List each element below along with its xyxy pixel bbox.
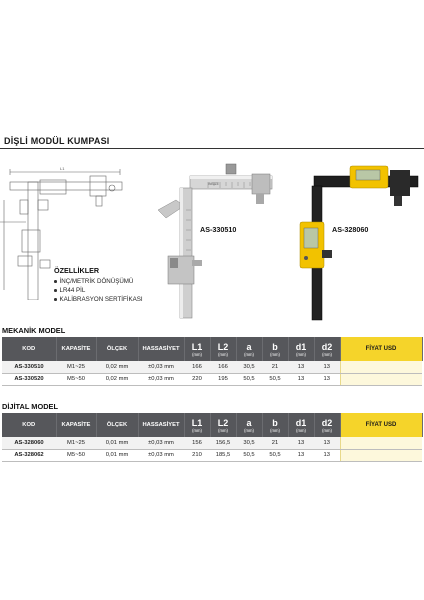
table-row xyxy=(2,361,422,373)
cell-price xyxy=(340,373,422,385)
digital-screen xyxy=(356,170,380,180)
mechanical-caliper-image xyxy=(148,160,278,320)
cell: M5~50 xyxy=(56,373,96,385)
drawing-slider xyxy=(22,230,40,252)
col-header-price: FİYAT USD xyxy=(340,413,422,437)
cell: 156 xyxy=(184,437,210,449)
cell: 185,5 xyxy=(210,449,236,461)
table-row xyxy=(2,437,422,449)
col-header: KAPASİTE xyxy=(56,337,96,361)
cell-code: AS-328060 xyxy=(2,437,56,449)
feature-label: KALİBRASYON SERTİFİKASI xyxy=(59,296,143,303)
col-header: L2 (mm) xyxy=(210,337,236,361)
feature-label: LR44 PİL xyxy=(59,287,86,294)
cell: ±0,03 mm xyxy=(138,449,184,461)
cell-price xyxy=(340,361,422,373)
col-header: KAPASİTE xyxy=(56,413,96,437)
cell: 195 xyxy=(210,373,236,385)
cell: ±0,03 mm xyxy=(138,373,184,385)
page-title: DİŞLİ MODÜL KUMPASI xyxy=(4,136,110,146)
cell: 50,5 xyxy=(236,449,262,461)
cell: 13 xyxy=(314,361,340,373)
cell-code: AS-328062 xyxy=(2,449,56,461)
col-header: KOD xyxy=(2,337,56,361)
mechanical-section-title: MEKANİK MODEL xyxy=(2,326,66,335)
digital-section-title: DİJİTAL MODEL xyxy=(2,402,58,411)
model-tag-digital: AS-328060 xyxy=(332,225,369,234)
cell: 30,5 xyxy=(236,361,262,373)
cell: ±0,03 mm xyxy=(138,437,184,449)
cell: 13 xyxy=(314,373,340,385)
cell: 13 xyxy=(288,437,314,449)
feature-item xyxy=(54,286,143,295)
col-header: L1 (mm) xyxy=(184,337,210,361)
drawing-dim-label: L1 xyxy=(60,166,65,171)
col-header: d2 (mm) xyxy=(314,337,340,361)
drawing-vertical-beam xyxy=(28,182,38,300)
col-header: b (mm) xyxy=(262,413,288,437)
bullet-icon xyxy=(54,289,57,292)
cell: 21 xyxy=(262,361,288,373)
cell: 13 xyxy=(314,437,340,449)
cell: 30,5 xyxy=(236,437,262,449)
col-header: HASSASİYET xyxy=(138,413,184,437)
cell: 220 xyxy=(184,373,210,385)
model-tag-mechanical: AS-330510 xyxy=(200,225,237,234)
cell: 50,5 xyxy=(262,373,288,385)
feature-label: İNÇ/METRİK DÖNÜŞÜMÜ xyxy=(59,278,134,285)
col-header: KOD xyxy=(2,413,56,437)
table-header-row xyxy=(2,413,422,437)
col-header: d1 (mm) xyxy=(288,413,314,437)
bullet-icon xyxy=(54,280,57,283)
cell: 0,02 mm xyxy=(96,373,138,385)
table-row xyxy=(2,373,422,385)
cell: 50,5 xyxy=(236,373,262,385)
cell: 13 xyxy=(288,361,314,373)
bullet-icon xyxy=(54,298,57,301)
cell-code: AS-330520 xyxy=(2,373,56,385)
digital-spec-table xyxy=(2,413,423,462)
col-header: d1 (mm) xyxy=(288,337,314,361)
feature-item xyxy=(54,295,143,304)
feature-item xyxy=(54,277,143,286)
features-title: ÖZELLİKLER xyxy=(54,266,100,275)
cell: 166 xyxy=(210,361,236,373)
col-header: L2 (mm) xyxy=(210,413,236,437)
col-header: ÖLÇEK xyxy=(96,337,138,361)
col-header-price: FİYAT USD xyxy=(340,337,422,361)
cell-price xyxy=(340,449,422,461)
cell: M1~25 xyxy=(56,437,96,449)
col-header: a (mm) xyxy=(236,337,262,361)
caliper-engraving: INSIZE xyxy=(208,182,219,186)
cell: 166 xyxy=(184,361,210,373)
digital-caliper-image xyxy=(286,162,422,322)
cell: 13 xyxy=(288,373,314,385)
table-header-row xyxy=(2,337,422,361)
cell: 21 xyxy=(262,437,288,449)
col-header: HASSASİYET xyxy=(138,337,184,361)
features-list xyxy=(54,266,143,304)
cell: 0,02 mm xyxy=(96,361,138,373)
col-header: d2 (mm) xyxy=(314,413,340,437)
col-header: a (mm) xyxy=(236,413,262,437)
cell: 210 xyxy=(184,449,210,461)
mechanical-spec-table xyxy=(2,337,423,386)
col-header: ÖLÇEK xyxy=(96,413,138,437)
cell: 156,5 xyxy=(210,437,236,449)
table-row xyxy=(2,449,422,461)
cell: ±0,03 mm xyxy=(138,361,184,373)
cell: 50,5 xyxy=(262,449,288,461)
col-header: b (mm) xyxy=(262,337,288,361)
title-divider xyxy=(0,148,424,149)
cell: 13 xyxy=(314,449,340,461)
cell-price xyxy=(340,437,422,449)
cell-code: AS-330510 xyxy=(2,361,56,373)
cell: M1~25 xyxy=(56,361,96,373)
cell: 0,01 mm xyxy=(96,437,138,449)
cell: 13 xyxy=(288,449,314,461)
col-header: L1 (mm) xyxy=(184,413,210,437)
cell: M5~50 xyxy=(56,449,96,461)
cell: 0,01 mm xyxy=(96,449,138,461)
